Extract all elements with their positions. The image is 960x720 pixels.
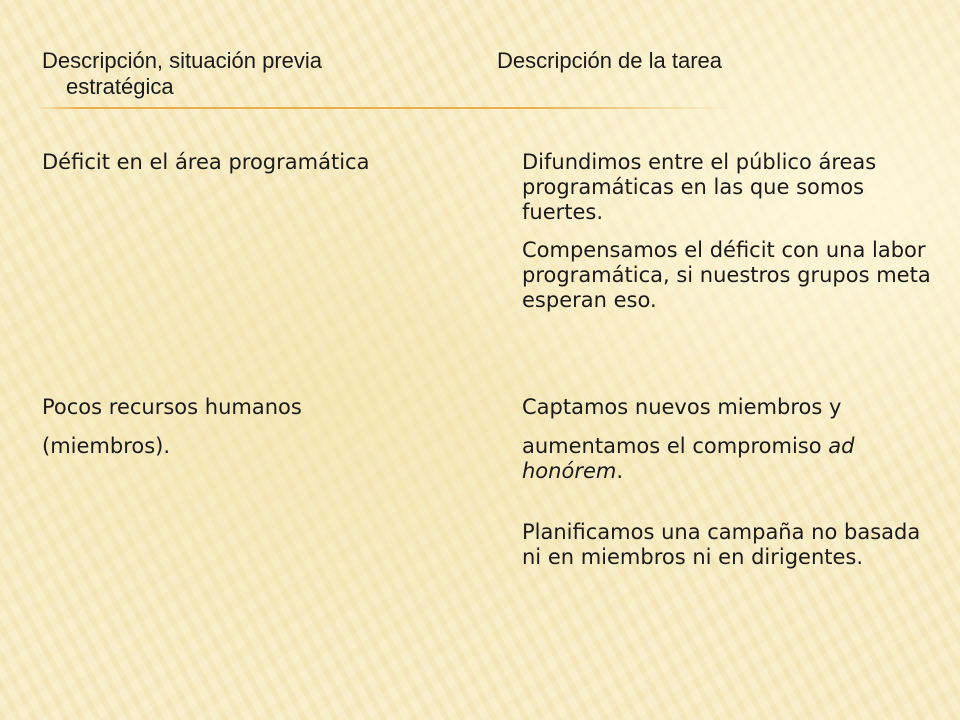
row2-task-1-italic: ad honórem <box>522 434 855 483</box>
header-divider <box>36 107 736 109</box>
row2-task-1-line1: Captamos nuevos miembros y <box>522 395 842 419</box>
row1-task-2: Compensamos el déficit con una labor programática, si nuestros grupos meta esperan eso. <box>522 238 931 312</box>
row2-task-2: Planificamos una campaña no basada ni en miembros ni en dirigentes. <box>522 520 921 569</box>
column-header-task: Descripción de la tarea <box>497 48 723 73</box>
column-header-situation-line1: Descripción, situación previa <box>42 48 323 73</box>
row2-task-1-line2 <box>522 434 942 484</box>
row1-task-1: Difundimos entre el público áreas programáticas en las que somos fuertes. <box>522 150 877 224</box>
row1-situation: Déficit en el área programática <box>42 150 370 174</box>
row2-task-1-period: . <box>616 459 624 483</box>
row2-task-1-text: aumentamos el compromiso <box>522 434 829 458</box>
column-header-situation <box>42 48 462 100</box>
column-header-situation-line2: estratégica <box>66 74 174 99</box>
row2-situation-line1: Pocos recursos humanos <box>42 395 302 419</box>
row2-situation-line2: (miembros). <box>42 434 171 458</box>
